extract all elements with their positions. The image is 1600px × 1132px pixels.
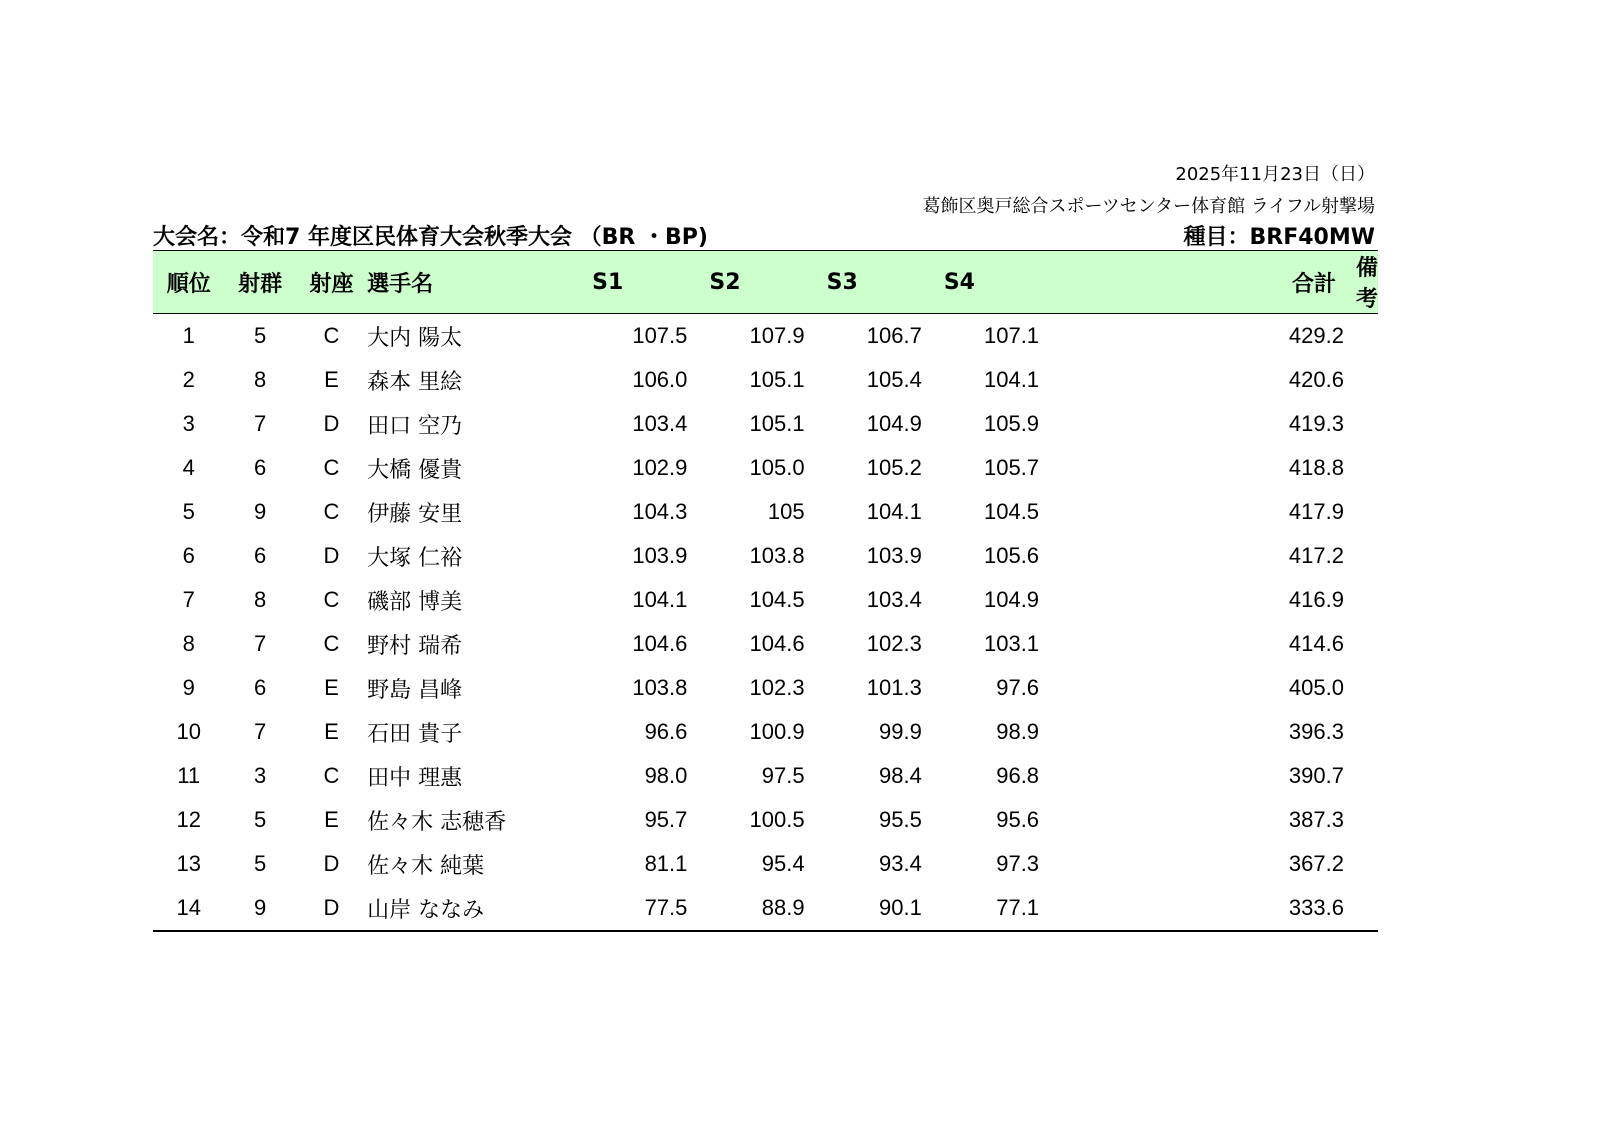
cell-group: 8 <box>253 587 267 612</box>
cell-s3: 95.5 <box>879 807 922 832</box>
cell-rank: 10 <box>176 719 201 744</box>
cell-name: 佐々木 志穂香 <box>367 809 507 835</box>
cell-spacer <box>1039 446 1217 490</box>
cell-rank: 12 <box>176 807 201 832</box>
cell-s1: 98.0 <box>644 763 688 788</box>
col-position: 射座 <box>296 251 367 314</box>
cell-spacer <box>1039 754 1217 798</box>
cell-s2: 102.3 <box>749 675 805 700</box>
cell-s1: 107.5 <box>632 323 688 348</box>
cell-s4: 104.1 <box>983 367 1040 392</box>
cell-spacer <box>1039 622 1217 666</box>
cell-s2: 100.9 <box>749 719 805 744</box>
cell-s2: 105.1 <box>749 411 805 436</box>
cell-s4: 105.6 <box>983 543 1040 568</box>
cell-group: 6 <box>253 543 267 568</box>
cell-name: 田口 空乃 <box>367 413 463 439</box>
cell-name: 野島 昌峰 <box>367 677 463 703</box>
cell-group: 3 <box>253 763 267 788</box>
col-group: 射群 <box>224 251 295 314</box>
date: 2025年11月23日（日） <box>1175 164 1375 185</box>
col-s4: S4 <box>922 251 1039 314</box>
cell-s3: 101.3 <box>866 675 922 700</box>
cell-s2: 105.0 <box>749 455 805 480</box>
table-row <box>153 622 1378 666</box>
cell-spacer <box>1039 578 1217 622</box>
cell-s3: 104.1 <box>866 499 922 524</box>
cell-s2: 104.5 <box>749 587 805 612</box>
cell-position: D <box>323 411 340 436</box>
table-row <box>153 842 1378 886</box>
cell-spacer <box>1039 314 1217 359</box>
table-row <box>153 534 1378 578</box>
cell-position: D <box>323 543 340 568</box>
cell-rank: 13 <box>176 851 201 876</box>
table-row <box>153 754 1378 798</box>
table-row <box>153 358 1378 402</box>
cell-group: 9 <box>253 499 267 524</box>
cell-s4: 104.9 <box>983 587 1040 612</box>
cell-position: C <box>323 631 340 656</box>
cell-s4: 77.1 <box>922 886 1039 931</box>
cell-rank: 7 <box>182 587 195 612</box>
cell-name: 森本 里絵 <box>367 369 463 395</box>
results-body <box>153 314 1378 932</box>
cell-total: 419.3 <box>1288 411 1344 436</box>
cell-group: 6 <box>253 675 267 700</box>
cell-note <box>1344 358 1378 402</box>
table-row <box>153 402 1378 446</box>
cell-total: 420.6 <box>1288 367 1344 392</box>
cell-s1: 103.4 <box>632 411 688 436</box>
cell-s4: 97.3 <box>996 851 1040 876</box>
cell-s4: 104.5 <box>983 499 1040 524</box>
cell-s2: 97.5 <box>761 763 805 788</box>
cell-s1: 104.3 <box>632 499 688 524</box>
cell-s4: 97.6 <box>996 675 1040 700</box>
cell-spacer <box>1039 842 1217 886</box>
cell-s1: 96.6 <box>644 719 688 744</box>
cell-note <box>1344 798 1378 842</box>
cell-group: 5 <box>253 851 267 876</box>
cell-s2: 100.5 <box>749 807 805 832</box>
cell-rank: 9 <box>182 675 195 700</box>
cell-rank: 2 <box>182 367 195 392</box>
cell-spacer <box>1039 798 1217 842</box>
cell-s1: 103.9 <box>632 543 688 568</box>
cell-s3: 99.9 <box>879 719 922 744</box>
cell-total: 405.0 <box>1288 675 1344 700</box>
cell-s3: 90.1 <box>805 886 922 931</box>
cell-s1: 81.1 <box>644 851 688 876</box>
cell-name: 大橋 優貴 <box>367 457 463 483</box>
cell-group: 5 <box>253 323 267 348</box>
cell-name: 田中 理惠 <box>367 765 463 791</box>
cell-name: 大塚 仁裕 <box>367 545 463 571</box>
cell-total: 414.6 <box>1288 631 1344 656</box>
col-s3: S3 <box>805 251 922 314</box>
cell-spacer <box>1039 710 1217 754</box>
table-row <box>153 446 1378 490</box>
cell-group: 6 <box>253 455 267 480</box>
cell-s3: 105.4 <box>866 367 922 392</box>
cell-position: E <box>324 807 339 832</box>
cell-s1: 103.8 <box>632 675 688 700</box>
cell-position: C <box>323 323 340 348</box>
col-note: 備考 <box>1344 251 1378 314</box>
table-row <box>153 798 1378 842</box>
cell-s1: 95.7 <box>644 807 688 832</box>
cell-note <box>1344 446 1378 490</box>
col-name: 選手名 <box>367 251 570 314</box>
cell-note <box>1344 710 1378 754</box>
cell-name: 磯部 博美 <box>367 589 463 615</box>
cell-name: 石田 貴子 <box>367 721 463 747</box>
cell-spacer <box>1039 666 1217 710</box>
cell-s1: 102.9 <box>632 455 688 480</box>
table-row <box>153 886 1378 931</box>
cell-group: 8 <box>253 367 267 392</box>
cell-rank: 6 <box>182 543 195 568</box>
table-row <box>153 490 1378 534</box>
cell-rank: 14 <box>153 886 224 931</box>
cell-s3: 103.4 <box>866 587 922 612</box>
cell-note <box>1344 754 1378 798</box>
cell-total: 416.9 <box>1288 587 1344 612</box>
cell-s4: 95.6 <box>996 807 1040 832</box>
cell-s4: 96.8 <box>996 763 1040 788</box>
cell-note <box>1344 622 1378 666</box>
cell-note <box>1344 534 1378 578</box>
cell-s4: 105.9 <box>983 411 1040 436</box>
event-name: 種目：BRF40MW <box>1183 225 1375 250</box>
cell-s2: 88.9 <box>687 886 804 931</box>
cell-spacer <box>1039 886 1217 931</box>
cell-s2: 103.8 <box>749 543 805 568</box>
cell-total: 390.7 <box>1288 763 1344 788</box>
cell-s3: 104.9 <box>866 411 922 436</box>
cell-note <box>1344 578 1378 622</box>
table-row <box>153 666 1378 710</box>
cell-s4: 98.9 <box>996 719 1040 744</box>
cell-position: E <box>324 367 339 392</box>
cell-position: D <box>296 886 367 931</box>
cell-s3: 106.7 <box>866 323 922 348</box>
col-s1: S1 <box>570 251 687 314</box>
cell-position: E <box>324 719 339 744</box>
cell-spacer <box>1039 402 1217 446</box>
cell-name: 大内 陽太 <box>367 325 463 351</box>
cell-s2: 104.6 <box>749 631 805 656</box>
cell-note <box>1344 886 1378 931</box>
cell-name: 野村 瑞希 <box>367 633 463 659</box>
cell-rank: 5 <box>182 499 195 524</box>
cell-position: C <box>323 455 340 480</box>
results-table <box>153 250 1378 932</box>
competition-title: 大会名：令和7 年度区民体育大会秋季大会 （BR ・BP) <box>153 225 708 250</box>
cell-total: 417.2 <box>1288 543 1344 568</box>
cell-total: 367.2 <box>1288 851 1344 876</box>
cell-s3: 98.4 <box>879 763 922 788</box>
cell-s3: 103.9 <box>866 543 922 568</box>
cell-total: 417.9 <box>1288 499 1344 524</box>
col-s2: S2 <box>687 251 804 314</box>
cell-group: 9 <box>224 886 295 931</box>
cell-total: 333.6 <box>1217 886 1344 931</box>
cell-spacer <box>1039 534 1217 578</box>
cell-s2: 105.1 <box>749 367 805 392</box>
cell-s4: 103.1 <box>983 631 1040 656</box>
cell-name: 伊藤 安里 <box>367 501 463 527</box>
cell-s2: 107.9 <box>749 323 805 348</box>
cell-group: 7 <box>253 411 267 436</box>
cell-s4: 105.7 <box>983 455 1040 480</box>
cell-s3: 93.4 <box>879 851 922 876</box>
cell-s1: 104.6 <box>632 631 688 656</box>
cell-rank: 4 <box>182 455 195 480</box>
col-spacer <box>1039 251 1217 314</box>
cell-position: C <box>323 499 340 524</box>
cell-position: D <box>323 851 340 876</box>
cell-s3: 102.3 <box>866 631 922 656</box>
cell-spacer <box>1039 490 1217 534</box>
cell-s2: 105 <box>767 499 805 524</box>
cell-note <box>1344 842 1378 886</box>
cell-spacer <box>1039 358 1217 402</box>
cell-s3: 105.2 <box>866 455 922 480</box>
cell-s2: 95.4 <box>761 851 805 876</box>
cell-total: 387.3 <box>1288 807 1344 832</box>
cell-position: E <box>324 675 339 700</box>
cell-rank: 8 <box>182 631 195 656</box>
cell-rank: 11 <box>177 763 201 788</box>
table-row <box>153 578 1378 622</box>
cell-s4: 107.1 <box>983 323 1040 348</box>
col-rank: 順位 <box>153 251 224 314</box>
cell-group: 5 <box>253 807 267 832</box>
cell-name: 山岸 ななみ <box>367 886 570 931</box>
cell-s1: 77.5 <box>570 886 687 931</box>
cell-total: 429.2 <box>1288 323 1344 348</box>
table-row <box>153 314 1378 359</box>
venue: 葛飾区奥戸総合スポーツセンター体育館 ライフル射撃場 <box>922 196 1375 217</box>
cell-total: 396.3 <box>1288 719 1344 744</box>
col-total: 合計 <box>1217 251 1344 314</box>
cell-group: 7 <box>253 719 267 744</box>
cell-total: 418.8 <box>1288 455 1344 480</box>
cell-s1: 106.0 <box>632 367 688 392</box>
table-header-row <box>153 251 1378 314</box>
cell-note <box>1344 666 1378 710</box>
cell-s1: 104.1 <box>632 587 688 612</box>
cell-note <box>1344 402 1378 446</box>
cell-rank: 3 <box>182 411 195 436</box>
cell-note <box>1344 490 1378 534</box>
cell-position: C <box>323 763 340 788</box>
cell-rank: 1 <box>182 323 195 348</box>
table-row <box>153 710 1378 754</box>
cell-note <box>1344 314 1378 359</box>
cell-name: 佐々木 純葉 <box>367 853 485 879</box>
cell-group: 7 <box>253 631 267 656</box>
cell-position: C <box>323 587 340 612</box>
